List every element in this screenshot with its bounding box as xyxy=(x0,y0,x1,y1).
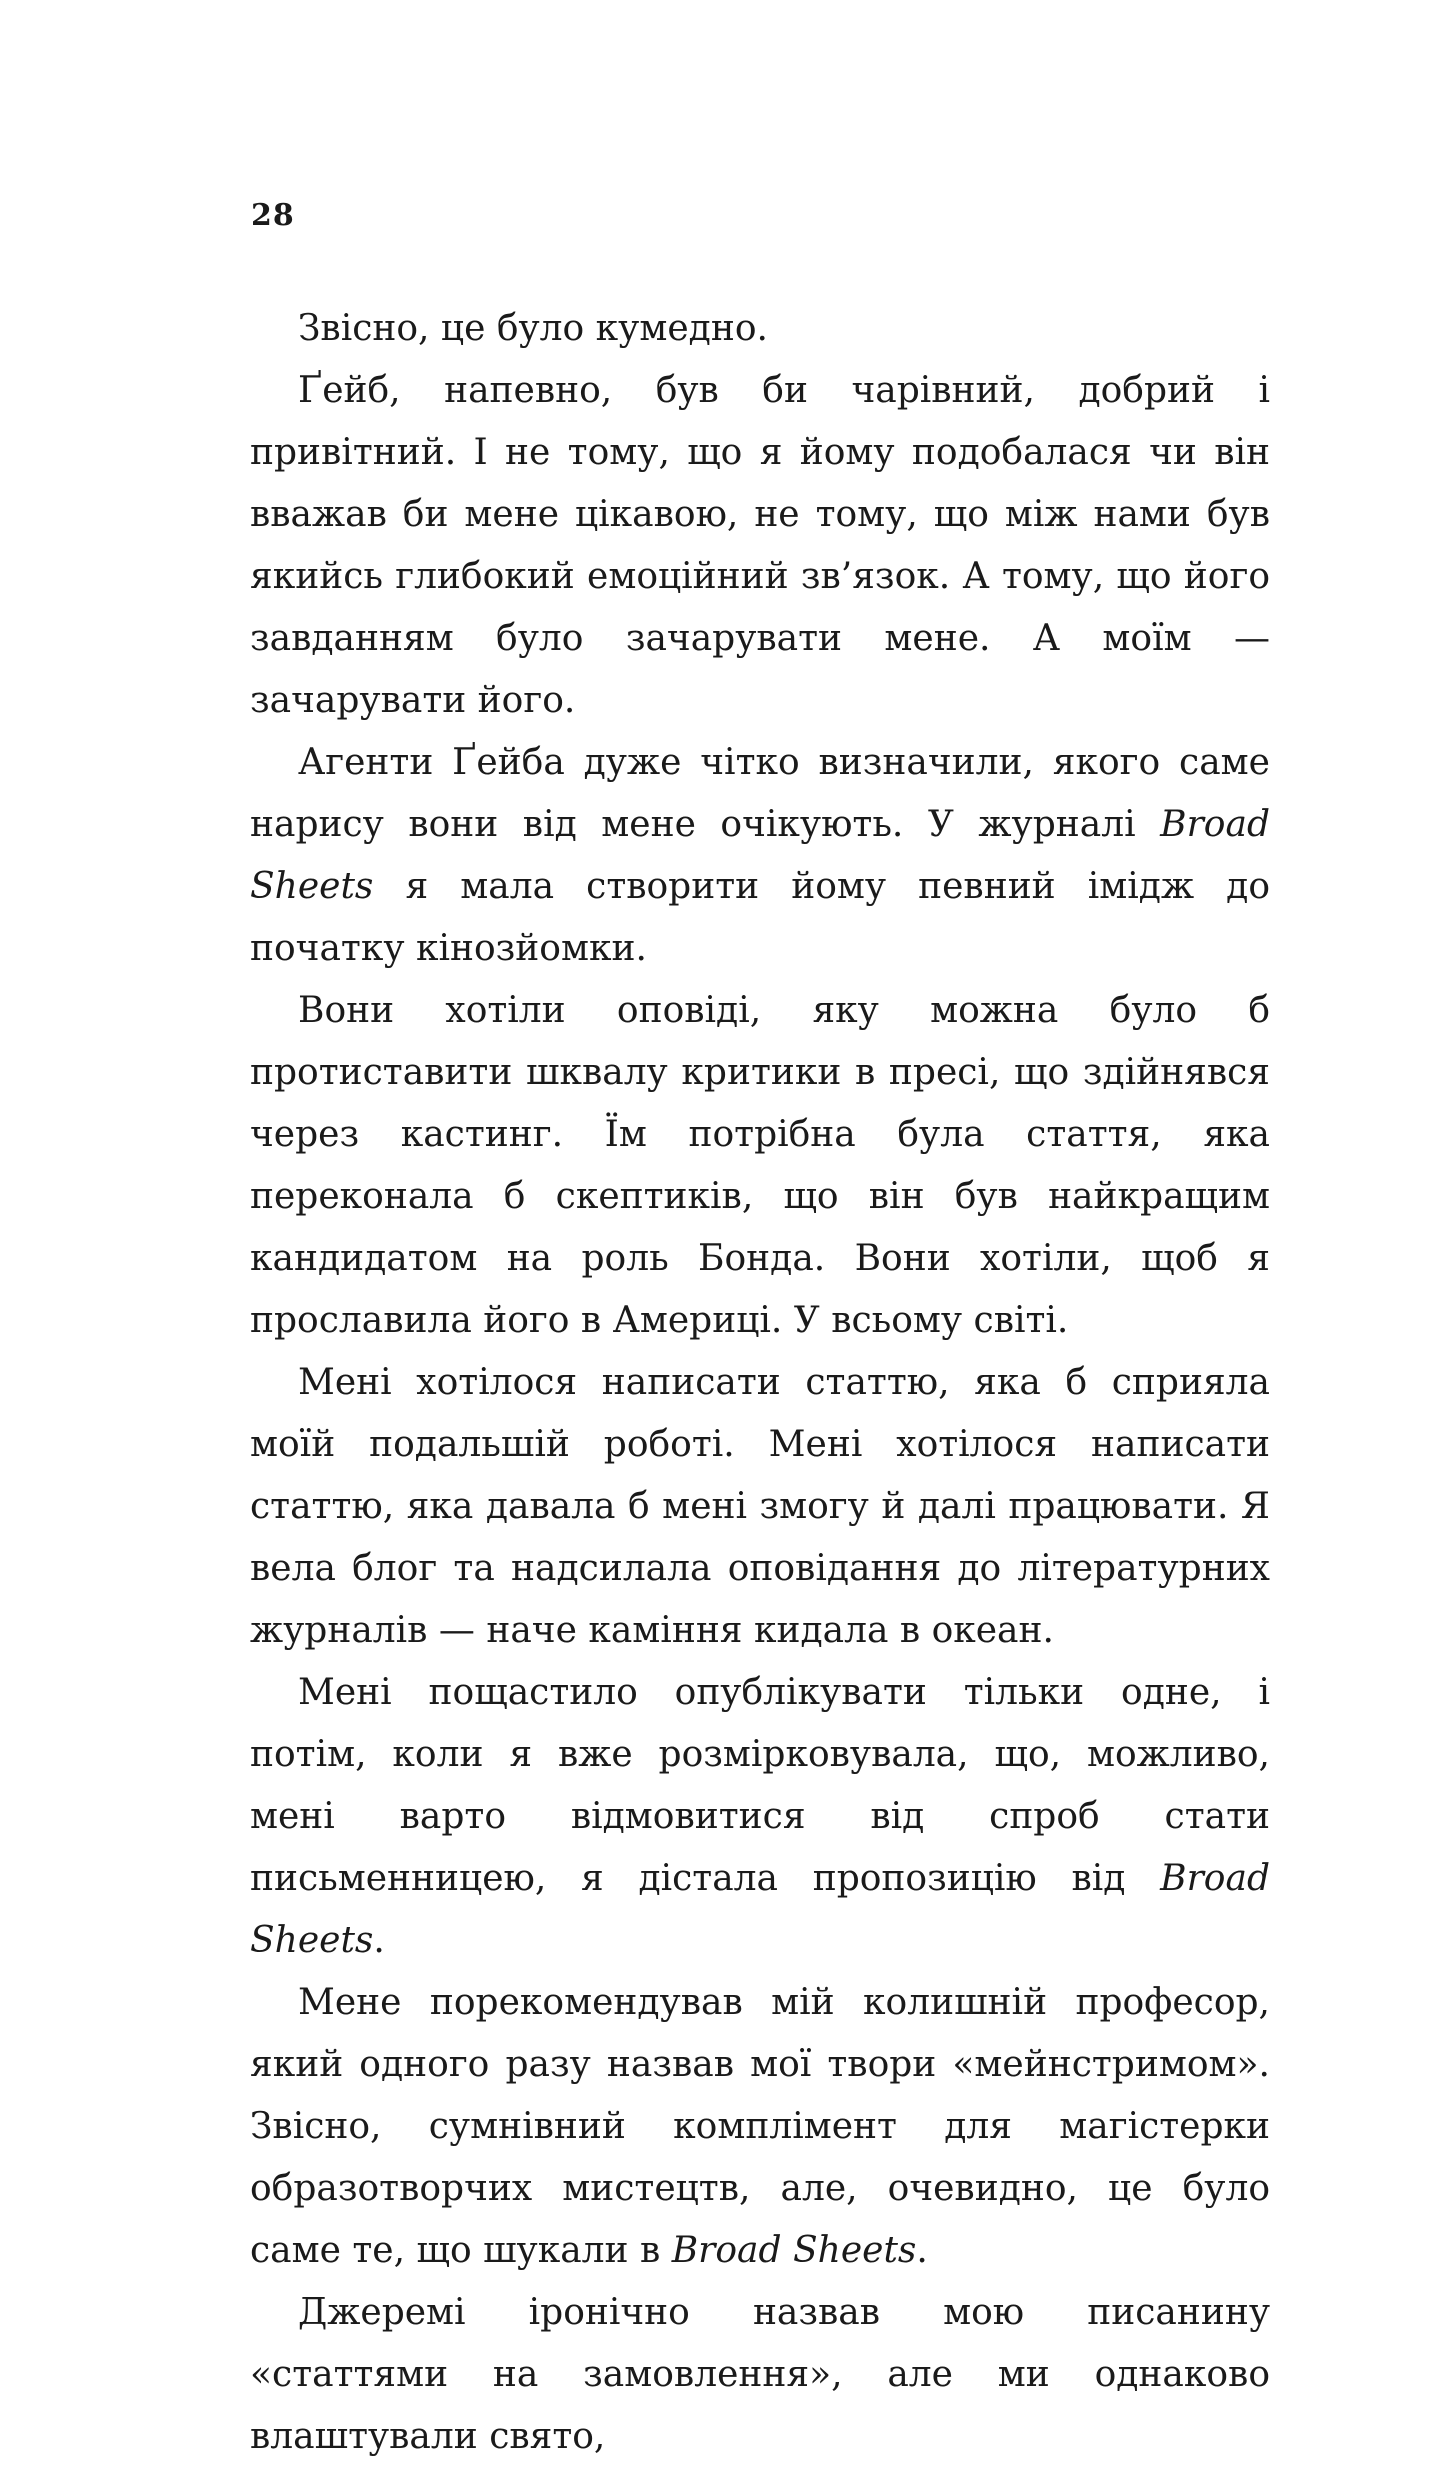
paragraph-8: Джеремі іронічно назвав мою писанину «статтями на замовлення», але ми однаково влаштували свято, xyxy=(250,2292,1270,2457)
paragraph-5: Мені хотілося написати статтю, яка б сприяла моїй подальшій роботі. Мені хотілося написати статтю, яка давала б мені змогу й далі працювати. Я вела блог та надсилала оповідання до літературних журналів — наче каміння кидала в океан. xyxy=(250,1362,1270,1651)
body-text xyxy=(250,298,1270,2468)
paragraph-6: Мені пощастило опублікувати тільки одне, і потім, коли я вже розмірковувала, що, можливо, мені варто відмовитися від спроб стати письменницею, я дістала пропозицію від Broad Sheets. xyxy=(250,1672,1270,1961)
magazine-title: Broad Sheets xyxy=(250,804,1270,907)
paragraph-2: Ґейб, напевно, був би чарівний, добрий і привітний. І не тому, що я йому подобалася чи він вважав би мене цікавою, не тому, що між нами був якийсь глибокий емоційний зв’язок. А тому, що його завданням було зачарувати мене. А моїм — зачарувати його. xyxy=(250,370,1270,721)
paragraph-3: Агенти Ґейба дуже чітко визначили, якого саме нарису вони від мене очікують. У журналі Broad Sheets я мала створити йому певний імідж до початку кінозйомки. xyxy=(250,742,1270,969)
paragraph-4: Вони хотіли оповіді, яку можна було б протиставити шквалу критики в пресі, що здійнявся через кастинг. Їм потрібна була стаття, яка переконала б скептиків, що він був найкращим кандидатом на роль Бонда. Вони хотіли, щоб я прославила його в Америці. У всьому світі. xyxy=(250,990,1270,1341)
page-number: 28 xyxy=(251,198,295,233)
magazine-title: Broad Sheets xyxy=(671,2230,917,2271)
paragraph-7: Мене порекомендував мій колишній професор, який одного разу назвав мої твори «мейнстримом». Звісно, сумнівний комплімент для магістерки образотворчих мистецтв, але, очевидно, це було саме те, що шукали в Broad Sheets. xyxy=(250,1982,1270,2271)
magazine-title: Broad Sheets xyxy=(250,1858,1270,1961)
paragraph-1: Звісно, це було кумедно. xyxy=(298,308,768,349)
